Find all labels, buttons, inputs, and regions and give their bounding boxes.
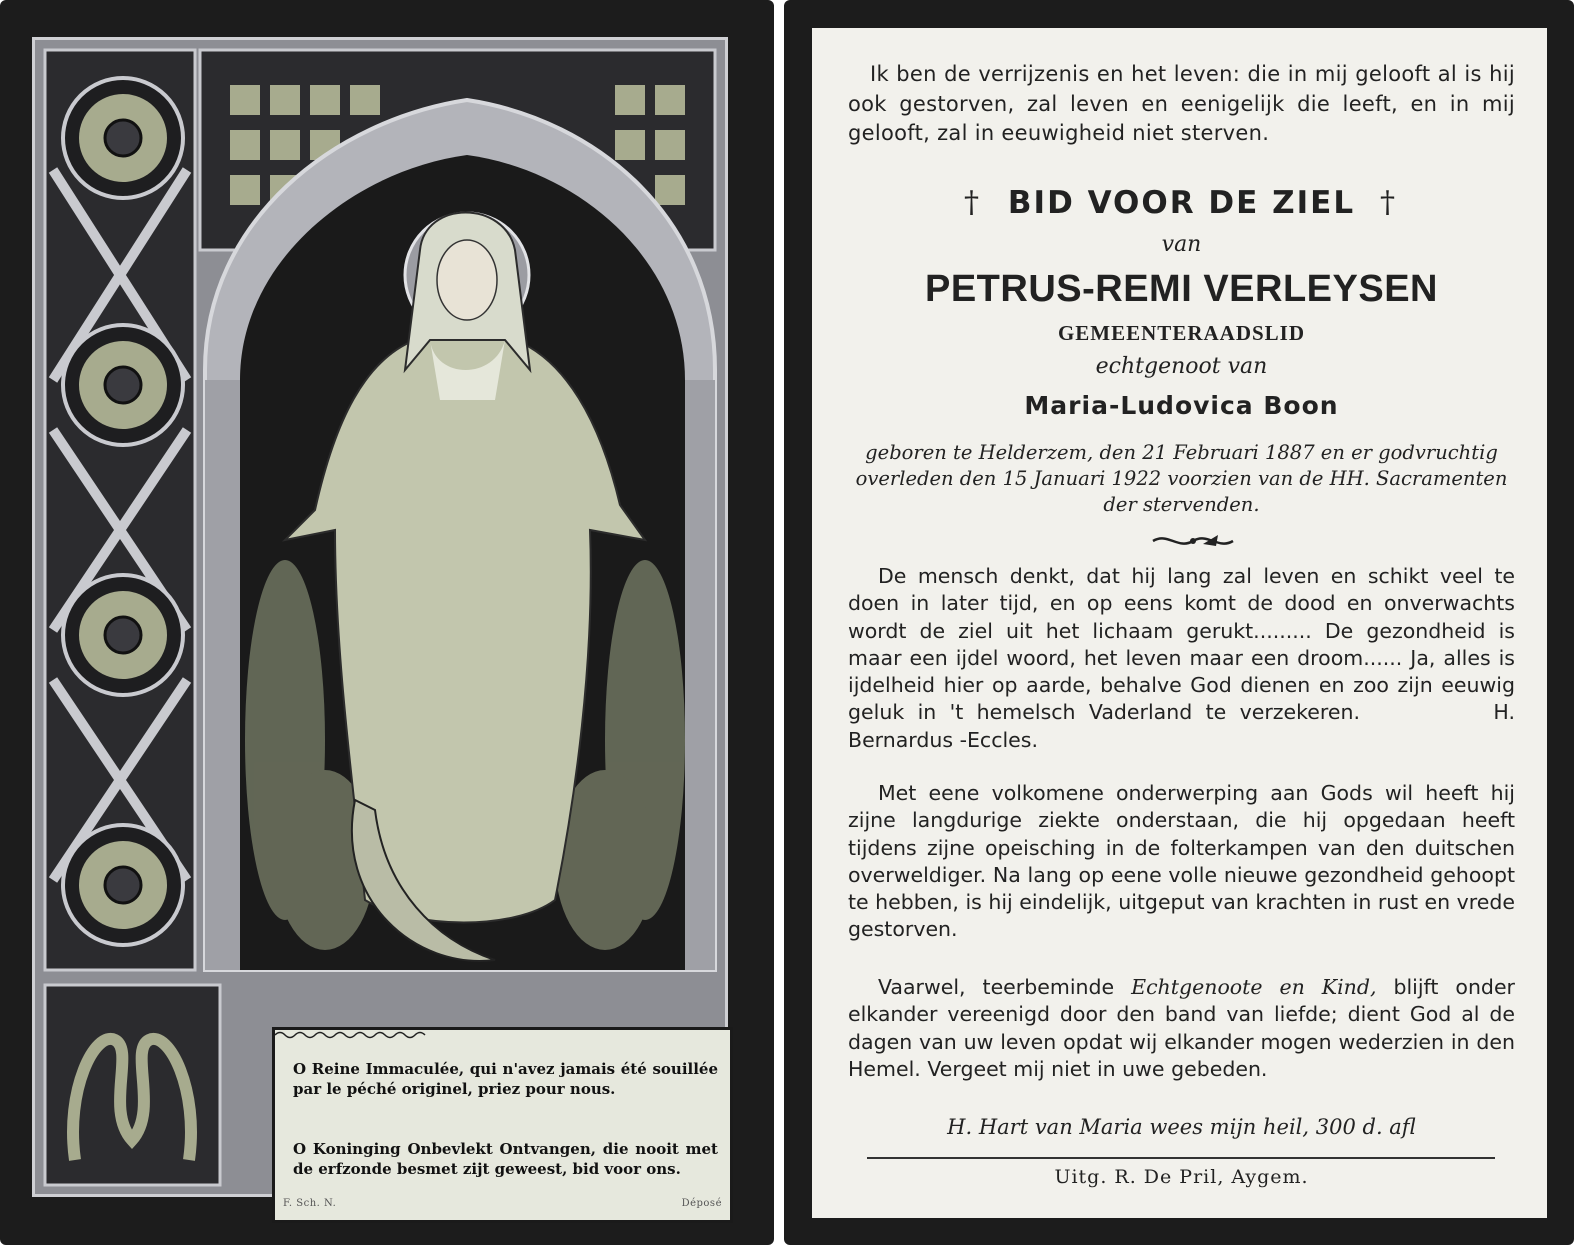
cross-icon: † [964,185,979,220]
divider-rule [867,1157,1495,1159]
publisher-line: Uitg. R. De Pril, Aygem. [1054,1166,1309,1188]
farewell-2-start: Vaarwel, teerbeminde [878,975,1132,999]
prayer-box [272,1027,733,1223]
madonna-illustration [35,40,725,1194]
deceased-name: PETRUS-REMI VERLEYSEN [924,268,1439,310]
farewell-paragraph-1: Met eene volkomene onderwerping aan Gods wil heeft hij zijne langdurige ziekte onderstaan, die hij opgedaan heeft tijdens zijne opeisching in de folterkampen van den duitschen overweldiger. Na lang op eene volle nieuwe gezondheid gehoopt te hebben, is hij eindelijk, uitgeput van krachten in rust en vrede gestorven. [848,781,1515,942]
prayer-heading: BID VOOR DE ZIEL [1007,185,1356,221]
cross-icon: † [1380,185,1395,220]
farewell-2-emphasis: Echtgenoote en Kind, [1131,975,1377,999]
ornament-icon [1148,530,1238,552]
heading-row [848,185,1515,225]
birth-death-text: geboren te Helderzem, den 21 Februari 1887 en er godvruchtig overleden den 15 Januari 1922 voorzien van de HH. Sacramenten der stervenden. [855,441,1508,516]
depose-mark: Déposé [681,1198,722,1209]
rosette-icon [63,325,183,445]
rosette-icon [63,825,183,945]
spouse-name: Maria-Ludovica Boon [1024,391,1339,420]
deceased-title: GEMEENTERAADSLID [1057,321,1306,345]
meditation-paragraph [848,563,1515,754]
rosette-icon [63,78,183,198]
devotional-illustration-frame [32,37,728,1209]
meditation-source: H. Bernardus -Eccles. [848,700,1515,752]
printer-mark: F. Sch. N. [283,1198,337,1209]
rosette-icon [63,575,183,695]
scripture-quote: Ik ben de verrijzenis en het leven: die in mij gelooft al is hij ook gestorven, zal leven en eenigelijk die leeft, en in mij gelooft, zal in eeuwigheid niet sterven. [848,62,1515,145]
spouse-label: echtgenoot van [1095,354,1268,379]
wavy-divider-icon [275,1030,425,1040]
farewell-2-rest: blijft onder elkander vereenigd door den band van liefde; dient God al de dagen van uw leven opdat wij elkander mogen wederzien in den Hemel. Vergeet mij niet in uwe gebeden. [848,975,1515,1081]
left-card-panel [0,0,774,1245]
prayer-dutch: O Koninging Onbevlekt Ontvangen, die nooit met de erfzonde besmet zijt geweest, bid voor ons. [293,1140,718,1178]
prayer-french: O Reine Immaculée, qui n'avez jamais été souillée par le péché originel, priez pour nous. [293,1060,718,1098]
right-card-panel [784,0,1574,1245]
van-label: van [1161,232,1202,257]
farewell-paragraph-2 [848,974,1515,1083]
memorial-text-panel [812,28,1547,1218]
meditation-text: De mensch denkt, dat hij lang zal leven en schikt veel te doen in later tijd, en op eens komt de dood en onverwachts wordt de ziel uit het lichaam gerukt......... De gezondheid is maar een ijdel woord, het leven maar een droom...... Ja, alles is ijdelheid hier op aarde, behalve God dienen en zoo zijn eeuwig geluk in 't hemelsch Vaderland te verzekeren. [848,564,1515,725]
invocation: H. Hart van Maria wees mijn heil, 300 d. afl [947,1115,1416,1139]
